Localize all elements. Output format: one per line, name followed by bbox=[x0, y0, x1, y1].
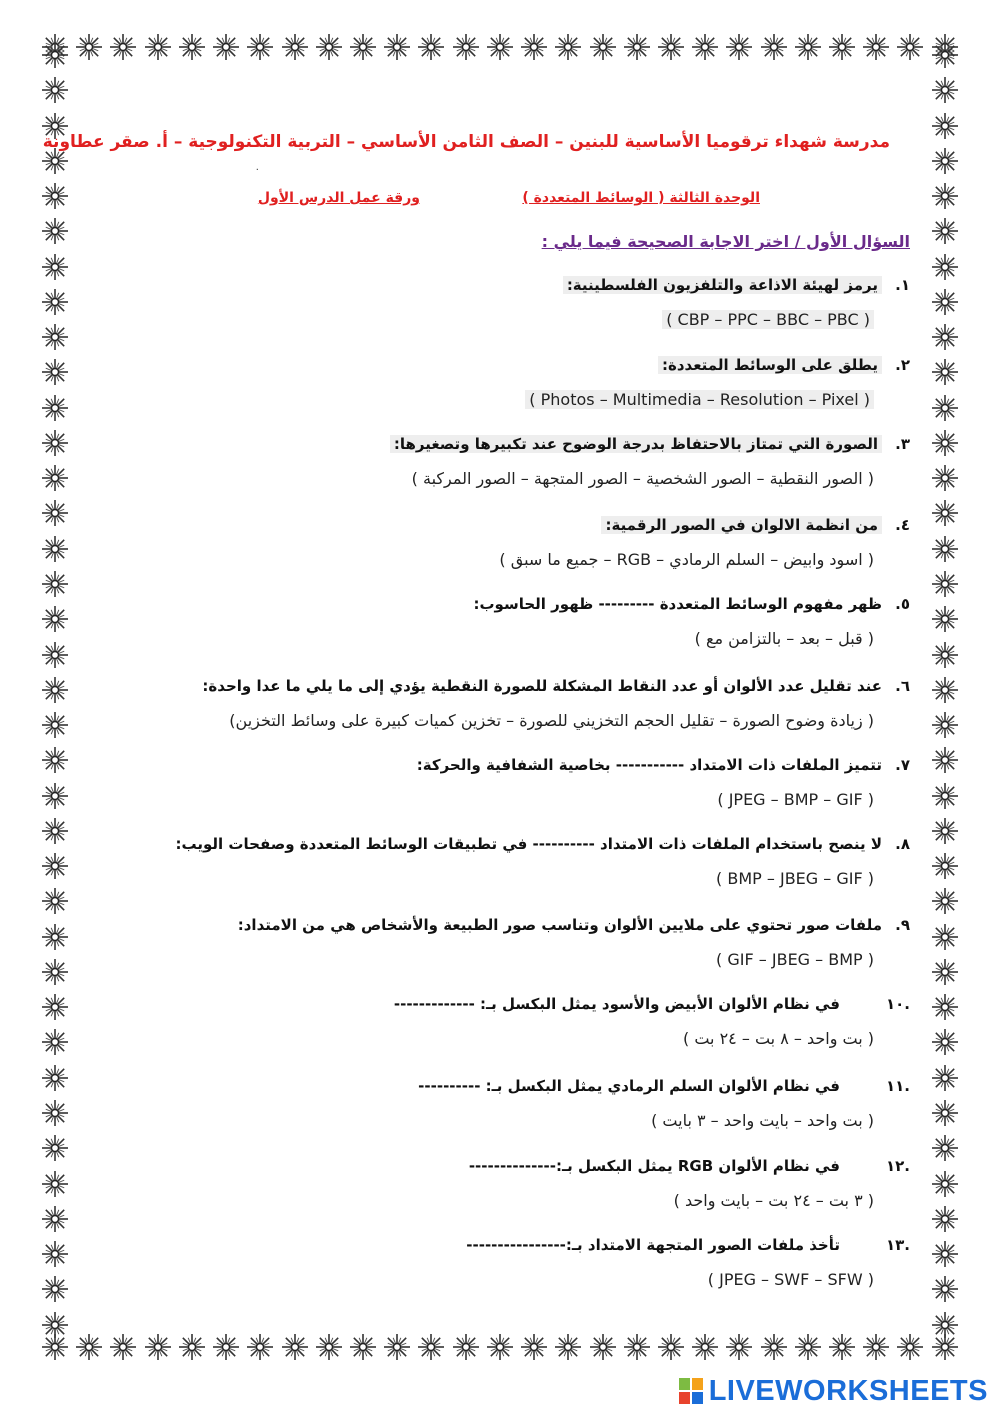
snowflake-ornament-icon bbox=[930, 40, 960, 70]
snowflake-ornament-icon bbox=[553, 32, 583, 62]
snowflake-ornament-icon bbox=[177, 1332, 207, 1362]
answer-options[interactable]: ( ٣ بت – ٢٤ بت – بايت واحد ) bbox=[673, 1191, 874, 1210]
snowflake-ornament-icon bbox=[211, 32, 241, 62]
snowflake-ornament-icon bbox=[724, 32, 754, 62]
question-text: تأخذ ملفات الصور المتجهة الامتداد بـ:---------------- bbox=[466, 1236, 840, 1254]
snowflake-ornament-icon bbox=[40, 957, 70, 987]
snowflake-ornament-icon bbox=[930, 1169, 960, 1199]
snowflake-ornament-icon bbox=[40, 992, 70, 1022]
snowflake-ornament-icon bbox=[827, 32, 857, 62]
answer-options[interactable]: ( بت واحد – بايت واحد – ٣ بايت ) bbox=[651, 1111, 874, 1130]
snowflake-ornament-icon bbox=[930, 1098, 960, 1128]
snowflake-ornament-icon bbox=[930, 534, 960, 564]
snowflake-ornament-icon bbox=[40, 675, 70, 705]
snowflake-ornament-icon bbox=[451, 1332, 481, 1362]
snowflake-ornament-icon bbox=[759, 32, 789, 62]
logo-text: LIVEWORKSHEETS bbox=[708, 1374, 988, 1407]
snowflake-ornament-icon bbox=[74, 32, 104, 62]
question-text: ملفات صور تحتوي على ملايين الألوان وتناسب صور الطبيعة والأشخاص هي من الامتداد: bbox=[237, 916, 882, 934]
question-number: ٨. bbox=[895, 835, 910, 853]
question-text: في نظام الألوان السلم الرمادي يمثل البكسل بـ: ---------- bbox=[418, 1077, 840, 1095]
snowflake-ornament-icon bbox=[553, 1332, 583, 1362]
snowflake-ornament-icon bbox=[40, 569, 70, 599]
snowflake-ornament-icon bbox=[690, 1332, 720, 1362]
snowflake-ornament-icon bbox=[930, 1204, 960, 1234]
question-number: .١٢ bbox=[885, 1157, 910, 1175]
question-text: يرمز لهيئة الاذاعة والتلفزيون الفلسطينية: bbox=[563, 276, 882, 294]
answer-options[interactable]: ( قبل – بعد – بالتزامن مع ) bbox=[694, 629, 874, 648]
snowflake-ornament-icon bbox=[40, 322, 70, 352]
question-text: من انظمة الالوان في الصور الرقمية: bbox=[601, 516, 882, 534]
snowflake-ornament-icon bbox=[40, 1274, 70, 1304]
snowflake-ornament-icon bbox=[930, 922, 960, 952]
snowflake-ornament-icon bbox=[930, 604, 960, 634]
snowflake-ornament-icon bbox=[930, 745, 960, 775]
answer-options[interactable]: ( GIF – JBEG – BMP ) bbox=[716, 950, 874, 969]
snowflake-ornament-icon bbox=[40, 745, 70, 775]
snowflake-ornament-icon bbox=[622, 1332, 652, 1362]
answer-options[interactable]: ( زيادة وضوح الصورة – تقليل الحجم التخزيني للصورة – تخزين كميات كبيرة على وسائط التخزين) bbox=[229, 711, 874, 730]
snowflake-ornament-icon bbox=[930, 710, 960, 740]
snowflake-ornament-icon bbox=[177, 32, 207, 62]
snowflake-ornament-icon bbox=[40, 1133, 70, 1163]
snowflake-ornament-icon bbox=[74, 1332, 104, 1362]
question-text: ظهر مفهوم الوسائط المتعددة --------- ظهور الحاسوب: bbox=[473, 595, 882, 613]
snowflake-ornament-icon bbox=[656, 32, 686, 62]
snowflake-ornament-icon bbox=[40, 463, 70, 493]
snowflake-ornament-icon bbox=[930, 1274, 960, 1304]
snowflake-ornament-icon bbox=[40, 1027, 70, 1057]
snowflake-ornament-icon bbox=[930, 252, 960, 282]
snowflake-ornament-icon bbox=[793, 32, 823, 62]
snowflake-ornament-icon bbox=[724, 1332, 754, 1362]
snowflake-ornament-icon bbox=[416, 1332, 446, 1362]
sheet-title: ورقة عمل الدرس الأول bbox=[257, 190, 420, 206]
snowflake-ornament-icon bbox=[930, 75, 960, 105]
question-number: ١. bbox=[895, 276, 910, 294]
snowflake-ornament-icon bbox=[930, 569, 960, 599]
liveworksheets-logo bbox=[679, 1374, 988, 1408]
snowflake-ornament-icon bbox=[314, 1332, 344, 1362]
question-number: ٥. bbox=[895, 595, 910, 613]
snowflake-ornament-icon bbox=[930, 851, 960, 881]
question-text: عند تقليل عدد الألوان أو عدد النقاط المشكلة للصورة النقطية يؤدي إلى ما يلي ما عدا واحدة: bbox=[202, 677, 882, 695]
snowflake-ornament-icon bbox=[622, 32, 652, 62]
logo-mark-icon bbox=[679, 1378, 703, 1404]
answer-options[interactable]: ( BMP – JBEG – GIF ) bbox=[716, 869, 874, 888]
question-number: ٩. bbox=[895, 916, 910, 934]
snowflake-ornament-icon bbox=[930, 1239, 960, 1269]
unit-title: الوحدة الثالثة ( الوسائط المتعددة ) bbox=[522, 190, 760, 206]
snowflake-ornament-icon bbox=[280, 1332, 310, 1362]
snowflake-ornament-icon bbox=[930, 322, 960, 352]
snowflake-ornament-icon bbox=[40, 181, 70, 211]
snowflake-ornament-icon bbox=[108, 1332, 138, 1362]
question-number: ٣. bbox=[895, 435, 910, 453]
snowflake-ornament-icon bbox=[930, 1063, 960, 1093]
snowflake-ornament-icon bbox=[930, 992, 960, 1022]
snowflake-ornament-icon bbox=[485, 1332, 515, 1362]
school-header: مدرسة شهداء ترقوميا الأساسية للبنين – الصف الثامن الأساسي – التربية التكنولوجية – أ. صقر عطاونة bbox=[42, 132, 890, 152]
snowflake-ornament-icon bbox=[211, 1332, 241, 1362]
snowflake-ornament-icon bbox=[143, 1332, 173, 1362]
snowflake-ornament-icon bbox=[40, 357, 70, 387]
question-number: .١١ bbox=[885, 1077, 910, 1095]
question-text: لا ينصح باستخدام الملفات ذات الامتداد ---------- في تطبيقات الوسائط المتعددة وصفحات الويب: bbox=[175, 835, 882, 853]
snowflake-ornament-icon bbox=[40, 216, 70, 246]
snowflake-ornament-icon bbox=[416, 32, 446, 62]
question-number: .١٣ bbox=[885, 1236, 910, 1254]
snowflake-ornament-icon bbox=[108, 32, 138, 62]
snowflake-ornament-icon bbox=[930, 357, 960, 387]
snowflake-ornament-icon bbox=[930, 393, 960, 423]
snowflake-ornament-icon bbox=[143, 32, 173, 62]
snowflake-ornament-icon bbox=[519, 1332, 549, 1362]
snowflake-ornament-icon bbox=[40, 40, 70, 70]
snowflake-ornament-icon bbox=[930, 1027, 960, 1057]
snowflake-ornament-icon bbox=[40, 1239, 70, 1269]
snowflake-ornament-icon bbox=[930, 675, 960, 705]
answer-options[interactable]: ( JPEG – SWF – SFW ) bbox=[707, 1270, 874, 1289]
snowflake-ornament-icon bbox=[588, 32, 618, 62]
snowflake-ornament-icon bbox=[930, 428, 960, 458]
snowflake-ornament-icon bbox=[348, 32, 378, 62]
border-right bbox=[928, 40, 962, 1340]
snowflake-ornament-icon bbox=[793, 1332, 823, 1362]
section-title: السؤال الأول / اختر الاجابة الصحيحة فيما يلي : bbox=[541, 232, 910, 251]
snowflake-ornament-icon bbox=[40, 428, 70, 458]
question-text: تتميز الملفات ذات الامتداد ----------- بخاصية الشفافية والحركة: bbox=[416, 756, 882, 774]
snowflake-ornament-icon bbox=[40, 75, 70, 105]
snowflake-ornament-icon bbox=[861, 32, 891, 62]
snowflake-ornament-icon bbox=[895, 32, 925, 62]
border-left bbox=[38, 40, 72, 1340]
snowflake-ornament-icon bbox=[588, 1332, 618, 1362]
snowflake-ornament-icon bbox=[40, 534, 70, 564]
snowflake-ornament-icon bbox=[485, 32, 515, 62]
border-top bbox=[40, 30, 960, 64]
snowflake-ornament-icon bbox=[861, 1332, 891, 1362]
snowflake-ornament-icon bbox=[40, 252, 70, 282]
question-text: الصورة التي تمتاز بالاحتفاظ بدرجة الوضوح عند تكبيرها وتصغيرها: bbox=[390, 435, 882, 453]
snowflake-ornament-icon bbox=[930, 816, 960, 846]
question-number: ٦. bbox=[895, 677, 910, 695]
snowflake-ornament-icon bbox=[930, 216, 960, 246]
snowflake-ornament-icon bbox=[382, 32, 412, 62]
snowflake-ornament-icon bbox=[40, 287, 70, 317]
answer-options[interactable]: ( الصور النقطية – الصور الشخصية – الصور المتجهة – الصور المركبة ) bbox=[411, 469, 874, 488]
snowflake-ornament-icon bbox=[40, 816, 70, 846]
snowflake-ornament-icon bbox=[348, 1332, 378, 1362]
question-number: ٧. bbox=[895, 756, 910, 774]
question-number: .١٠ bbox=[885, 995, 910, 1013]
snowflake-ornament-icon bbox=[930, 146, 960, 176]
snowflake-ornament-icon bbox=[40, 393, 70, 423]
snowflake-ornament-icon bbox=[40, 781, 70, 811]
question-number: ٤. bbox=[895, 516, 910, 534]
snowflake-ornament-icon bbox=[40, 1204, 70, 1234]
snowflake-ornament-icon bbox=[759, 1332, 789, 1362]
header-dot: ٠ bbox=[254, 164, 260, 175]
snowflake-ornament-icon bbox=[930, 498, 960, 528]
snowflake-ornament-icon bbox=[382, 1332, 412, 1362]
snowflake-ornament-icon bbox=[519, 32, 549, 62]
answer-options[interactable]: ( Photos – Multimedia – Resolution – Pixel ) bbox=[525, 390, 874, 409]
snowflake-ornament-icon bbox=[40, 922, 70, 952]
answer-options[interactable]: ( بت واحد – ٨ بت – ٢٤ بت ) bbox=[683, 1029, 874, 1048]
snowflake-ornament-icon bbox=[40, 886, 70, 916]
snowflake-ornament-icon bbox=[40, 498, 70, 528]
snowflake-ornament-icon bbox=[451, 32, 481, 62]
snowflake-ornament-icon bbox=[40, 1169, 70, 1199]
snowflake-ornament-icon bbox=[40, 1098, 70, 1128]
snowflake-ornament-icon bbox=[280, 32, 310, 62]
worksheet-page bbox=[42, 80, 920, 1330]
snowflake-ornament-icon bbox=[314, 32, 344, 62]
snowflake-ornament-icon bbox=[930, 781, 960, 811]
snowflake-ornament-icon bbox=[656, 1332, 686, 1362]
question-number: ٢. bbox=[895, 356, 910, 374]
snowflake-ornament-icon bbox=[930, 1133, 960, 1163]
snowflake-ornament-icon bbox=[930, 111, 960, 141]
snowflake-ornament-icon bbox=[40, 640, 70, 670]
snowflake-ornament-icon bbox=[40, 604, 70, 634]
snowflake-ornament-icon bbox=[690, 32, 720, 62]
answer-options[interactable]: ( JPEG – BMP – GIF ) bbox=[717, 790, 874, 809]
snowflake-ornament-icon bbox=[40, 1063, 70, 1093]
snowflake-ornament-icon bbox=[895, 1332, 925, 1362]
snowflake-ornament-icon bbox=[930, 886, 960, 916]
border-bottom bbox=[40, 1330, 960, 1364]
snowflake-ornament-icon bbox=[930, 463, 960, 493]
question-text: في نظام الألوان RGB يمثل البكسل بـ:-------------- bbox=[468, 1157, 840, 1175]
answer-options[interactable]: ( اسود وابيض – السلم الرمادي – RGB – جميع ما سبق ) bbox=[499, 550, 874, 569]
snowflake-ornament-icon bbox=[930, 957, 960, 987]
snowflake-ornament-icon bbox=[930, 181, 960, 211]
snowflake-ornament-icon bbox=[930, 287, 960, 317]
snowflake-ornament-icon bbox=[930, 1310, 960, 1340]
snowflake-ornament-icon bbox=[245, 32, 275, 62]
question-text: يطلق على الوسائط المتعددة: bbox=[658, 356, 882, 374]
snowflake-ornament-icon bbox=[40, 710, 70, 740]
answer-options[interactable]: ( CBP – PPC – BBC – PBC ) bbox=[662, 310, 874, 329]
snowflake-ornament-icon bbox=[245, 1332, 275, 1362]
snowflake-ornament-icon bbox=[930, 640, 960, 670]
snowflake-ornament-icon bbox=[827, 1332, 857, 1362]
snowflake-ornament-icon bbox=[40, 1310, 70, 1340]
snowflake-ornament-icon bbox=[40, 851, 70, 881]
question-text: في نظام الألوان الأبيض والأسود يمثل البكسل بـ: ------------- bbox=[393, 995, 840, 1013]
